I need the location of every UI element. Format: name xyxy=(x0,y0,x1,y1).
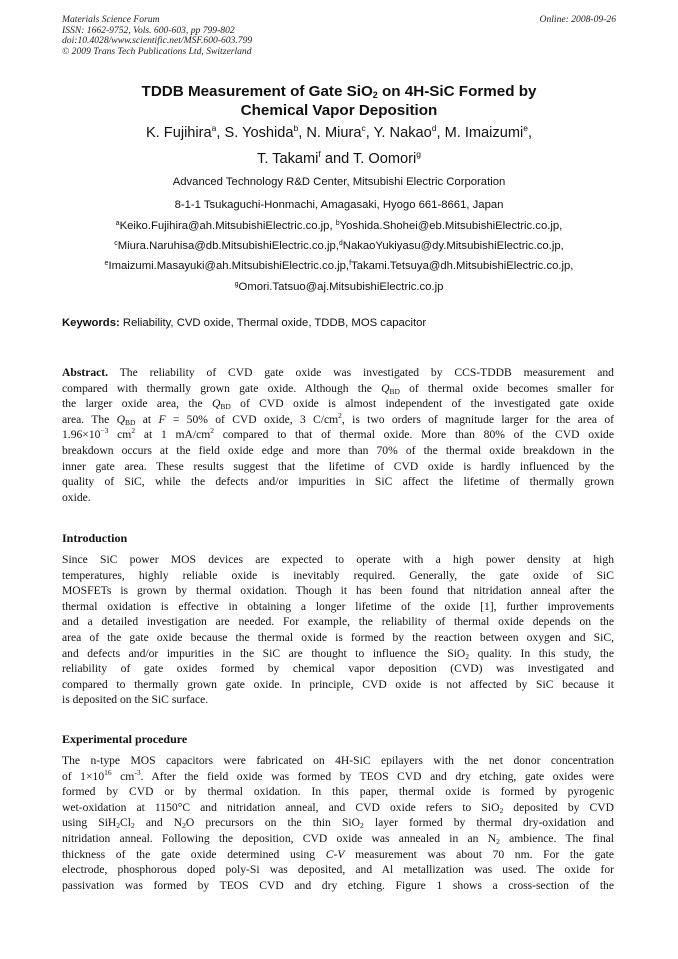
experimental-paragraph: The n-type MOS capacitors were fabricated on 4H-SiC epilayers with the net donor concentration of $1\times 10^{16}$ $cm^{-3}$. After the field oxide was formed by TEOS CVD and dry etching, gate oxides were formed by CVD or by thermal oxidation. In this paper, thermal oxide is formed by pyrogenic wet-oxidation at 1150°C and nitridation anneal, and CVD oxide refers to SiO$_2$ deposited by CVD using $SiH_2Cl_2$ and $N_2O$ precursors on the thin SiO$_2$ layer formed by thermal dry-oxidation and nitridation anneal. Following the deposition, CVD oxide was annealed in an $N_2$ ambience. The final thickness of the gate oxide determined using C-V measurement was about 70 nm. For the gate electrode, phosphorous doped poly-Si was deposited, and Al metallization was used. The oxide for passivation was formed by TEOS CVD and dry etching. Figure 1 shows a cross-section of the xyxy=(62,754,615,892)
introduction-heading: Introduction xyxy=(62,531,128,545)
affiliation-address: 8-1-1 Tsukaguchi-Honmachi, Amagasaki, Hyogo 661-8661, Japan xyxy=(174,199,504,211)
introduction-paragraph: Since SiC power MOS devices are expected to operate with a high power density at high temperatures, highly reliable oxide is inevitably required. Generally, the gate oxide of SiC MOSFETs is grown by thermal oxidation. Though it has been found that nitridation anneal after the thermal oxidation is effective in obtaining a longer lifetime of the oxide [1], further improvements and a detailed investigation are needed. For example, the reliability of thermal oxide depends on the area of the gate oxide because the thermal oxide is formed by the reaction between oxygen and SiC, and defects and/or impurities in the SiC are thought to influence the SiO$_2$ quality. In this study, the reliability of gate oxides formed by chemical vapor deposition (CVD) was investigated and compared to thermally grown gate oxide. In principle, CVD oxide is not affected by SiC because it is deposited on the SiC surface. xyxy=(62,553,614,707)
keywords-text: Reliability, CVD oxide, Thermal oxide, TDDB, MOS capacitor xyxy=(122,317,427,329)
abstract-paragraph: Abstract. The reliability of CVD gate oxide was investigated by CCS-TDDB measurement and compared with thermally grown gate oxide. Although the $Q_{BD}$ of thermal oxide becomes smaller for the larger oxide area, the $Q_{BD}$ of CVD oxide is almost independent of the investigated gate oxide area. The $Q_{BD}$ at F = 50% of CVD oxide, 3 $C/cm^2$, is two orders of magnitude larger for the area of $1.96\times 10^{-3}$ $cm^2$ at 1 $mA/cm^2$ compared to that of thermal oxide. More than 80% of the CVD oxide breakdown occurs at the field oxide edge and more than 70% of the thermal oxide breakdown in the inner gate area. These results suggest that the lifetime of CVD oxide is hardly influenced by the quality of SiC, while the defects and/or impurities in SiC affect the lifetime of thermally grown oxide. xyxy=(62,366,615,504)
email-line-4: $^g$Omori.Tatsuo@aj.MitsubishiElectric.co.jp xyxy=(234,281,444,293)
journal-name: Materials Science Forum xyxy=(62,14,160,25)
online-date: Online: 2008-09-26 xyxy=(539,14,616,25)
email-line-2: $^c$Miura.Naruhisa@db.MitsubishiElectric.co.jp,$^d$NakaoYukiyasu@dy.MitsubishiElectric.co.jp, xyxy=(114,240,564,252)
author-line-2: T. Takami$^f$ and T. Oomori$^g$ xyxy=(257,149,421,167)
keywords xyxy=(62,317,426,330)
issn-line: ISSN: 1662-9752, Vols. 600-603, pp 799-802 xyxy=(62,24,235,36)
author-line-1: K. Fujihira$^a$, S. Yoshida$^b$, N. Miura$^c$, Y. Nakao$^d$, M. Imaizumi$^e$, xyxy=(145,123,533,141)
journal-header xyxy=(62,15,252,57)
email-line-1: $^a$Keiko.Fujihira@ah.MitsubishiElectric.co.jp, $^b$Yoshida.Shohei@eb.MitsubishiElectric.co.jp, xyxy=(115,220,563,232)
experimental-heading: Experimental procedure xyxy=(62,732,188,746)
affiliation-org: Advanced Technology R&D Center, Mitsubishi Electric Corporation xyxy=(172,176,506,188)
copyright-line: © 2009 Trans Tech Publications Ltd, Switzerland xyxy=(62,45,252,57)
email-line-3: $^e$Imaizumi.Masayuki@ah.MitsubishiElectric.co.jp,$^f$Takami.Tetsuya@dh.MitsubishiElectric.co.jp, xyxy=(104,260,574,272)
abstract-label: Abstract. xyxy=(62,366,109,379)
keywords-label: Keywords: xyxy=(62,317,120,329)
paper-title: TDDB Measurement of Gate SiO$_2$ on 4H-SiC Formed by Chemical Vapor Deposition xyxy=(141,83,537,119)
doi-line: doi:10.4028/www.scientific.net/MSF.600-603.799 xyxy=(62,35,253,47)
